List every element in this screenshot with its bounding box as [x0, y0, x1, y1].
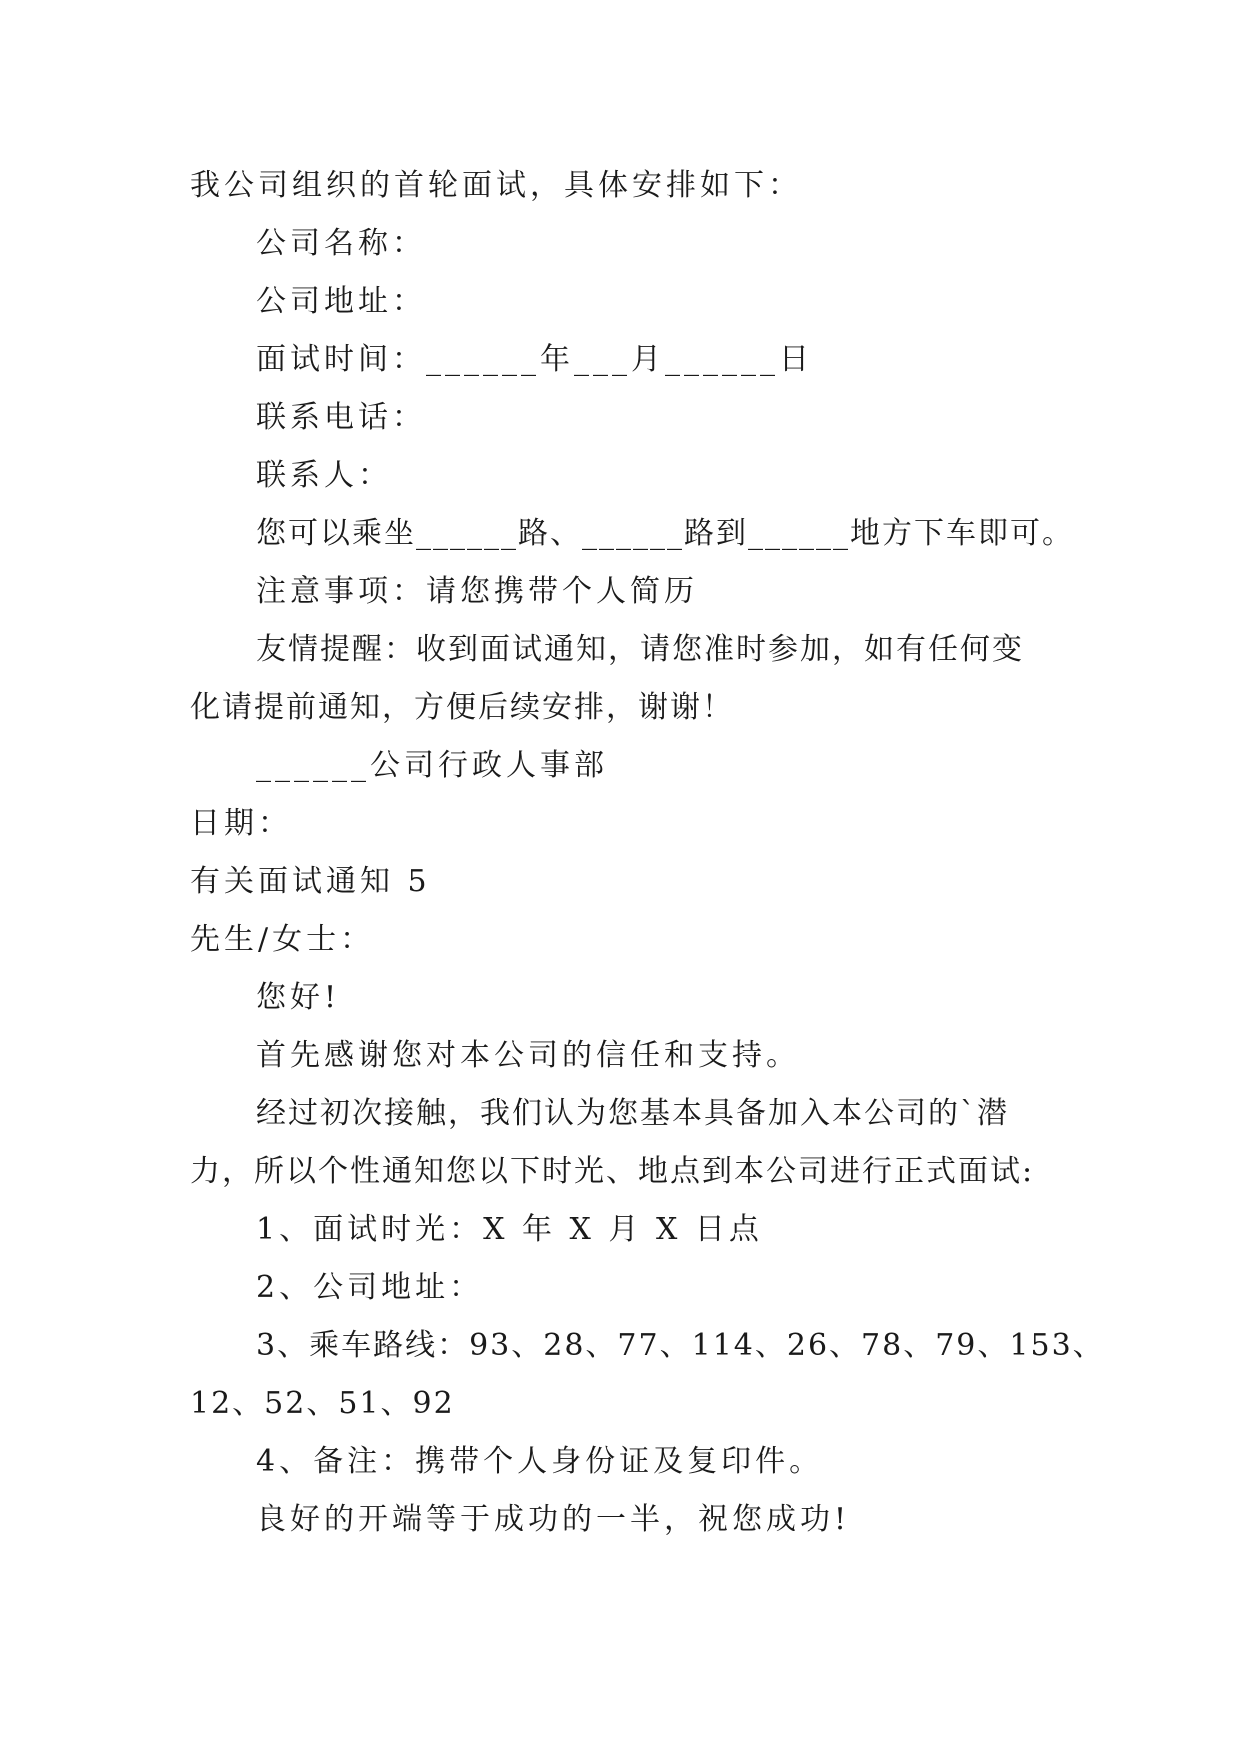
- list-item-remarks: 4、备注：携带个人身份证及复印件。: [256, 1444, 824, 1479]
- text-line-initial-contact-cont: 力，所以个性通知您以下时光、地点到本公司进行正式面试:: [190, 1154, 1035, 1189]
- list-item-bus-lines: 3、乘车路线：93、28、77、114、26、78、79、153、: [256, 1328, 1105, 1363]
- text-line-greeting: 您好!: [256, 980, 341, 1015]
- text-line-closing: 良好的开端等于成功的一半，祝您成功!: [256, 1502, 851, 1537]
- text-line-company-name: 公司名称：: [256, 226, 426, 261]
- text-line-thanks: 首先感谢您对本公司的信任和支持。: [256, 1038, 800, 1073]
- text-line-bus-route: 您可以乘坐______路、______路到______地方下车即可。: [256, 516, 1074, 551]
- text-line-reminder-cont: 化请提前通知，方便后续安排，谢谢！: [190, 690, 734, 725]
- text-line-date: 日期：: [190, 806, 292, 841]
- list-item-company-address: 2、公司地址：: [256, 1270, 484, 1305]
- text-line-arrangement-intro: 我公司组织的首轮面试，具体安排如下：: [190, 168, 802, 203]
- text-line-interview-time: 面试时间：______年___月______日: [256, 342, 813, 377]
- list-item-interview-time: 1、面试时光：X 年 X 月 X 日点: [256, 1212, 763, 1247]
- text-line-salutation: 先生/女士：: [190, 922, 375, 957]
- list-item-bus-lines-cont: 12、52、51、92: [190, 1386, 455, 1421]
- text-line-notes: 注意事项：请您携带个人简历: [256, 574, 698, 609]
- text-line-contact-person: 联系人：: [256, 458, 392, 493]
- text-line-reminder: 友情提醒：收到面试通知，请您准时参加，如有任何变: [256, 632, 1024, 667]
- text-line-company-address: 公司地址：: [256, 284, 426, 319]
- section-heading: 有关面试通知 5: [190, 864, 431, 899]
- text-line-contact-phone: 联系电话：: [256, 400, 426, 435]
- text-line-department-signature: ______公司行政人事部: [256, 748, 608, 783]
- text-line-initial-contact: 经过初次接触，我们认为您基本具备加入本公司的`潜: [256, 1096, 1009, 1131]
